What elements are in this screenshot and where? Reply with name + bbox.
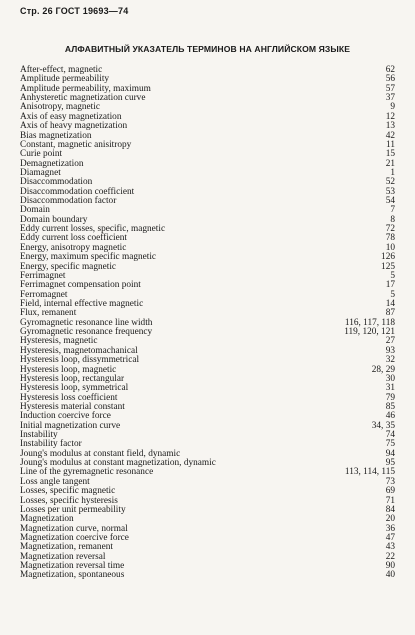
term-name: Energy, maximum specific magnetic [20,252,157,263]
term-number: 71 [385,495,395,506]
term-number: 28, 29 [371,364,395,375]
term-name: Amplitude permeability [20,74,110,85]
term-name: Field, internal effective magnetic [20,298,144,309]
term-name: Losses, specific magnetic [20,486,116,497]
term-name: Bias magnetization [20,130,92,141]
term-number: 11 [386,139,395,150]
term-name: Line of the gyremagnetic resonance [20,467,154,478]
term-name: Disaccommodation coefficient [20,186,135,197]
term-number: 21 [385,158,395,169]
term-number: 13 [385,121,395,132]
term-name: Joung's modulus at constant magnetization, dynamic [20,458,216,469]
term-number: 126 [381,252,395,263]
term-number: 32 [385,355,395,366]
term-number: 8 [390,214,395,225]
term-number: 47 [385,532,395,543]
term-name: Disaccommodation [20,177,93,188]
term-name: Energy, anisotropy magnetic [20,242,127,253]
term-number: 34, 35 [371,420,395,431]
term-number: 30 [385,373,395,384]
term-name: Anisotropy, magnetic [20,102,100,113]
term-name: Magnetization, remanent [20,542,113,553]
term-name: Hysteresis loss coefficient [20,392,118,403]
term-number: 7 [390,205,395,216]
term-index-list [20,66,395,581]
term-number: 119, 120, 121 [344,327,395,338]
term-name: Gyromagnetic resonance frequency [20,327,153,338]
term-number: 52 [385,177,395,188]
term-name: Losses per unit permeability [20,504,126,515]
term-name: Instability factor [20,439,82,450]
term-number: 116, 117, 118 [344,317,395,328]
term-name: Ferromagnet [20,289,68,300]
term-name: Magnetization, spontaneous [20,570,125,581]
term-name: Eddy current loss coefficient [20,233,127,244]
term-name: Initial magnetization curve [20,420,121,431]
term-name: Magnetization [20,514,74,525]
term-number: 93 [385,345,395,356]
term-entry [20,281,395,290]
term-number: 37 [385,93,395,104]
term-number: 22 [385,551,395,562]
term-name: Domain [20,205,50,216]
term-name: Curie point [20,149,63,160]
page-header: Стр. 26 ГОСТ 19693—74 [20,6,129,16]
term-entry [20,571,395,580]
term-name: Hysteresis loop, magnetic [20,364,117,375]
term-name: Axis of easy magnetization [20,111,122,122]
term-number: 5 [390,289,395,300]
term-name: Domain boundary [20,214,88,225]
term-number: 79 [385,392,395,403]
term-number: 74 [385,430,395,441]
term-name: Instability [20,430,58,441]
term-name: Magnetization reversal [20,551,106,562]
term-number: 5 [390,270,395,281]
term-number: 54 [385,196,395,207]
term-number: 56 [385,74,395,85]
term-name: Eddy current losses, specific, magnetic [20,224,166,235]
term-name: Hysteresis, magnetic [20,336,98,347]
term-name: Axis of heavy magnetization [20,121,128,132]
term-name: Hysteresis material constant [20,401,125,412]
term-entry [20,422,395,431]
term-number: 78 [385,233,395,244]
term-number: 31 [385,383,395,394]
term-number: 72 [385,224,395,235]
term-name: Ferrimagnet [20,270,66,281]
term-number: 20 [385,514,395,525]
term-name: Constant, magnetic anisitropy [20,139,132,150]
term-name: Joung's modulus at constant field, dynamic [20,448,181,459]
term-name: Hysteresis loop, rectangular [20,373,125,384]
term-number: 94 [385,448,395,459]
term-number: 85 [385,401,395,412]
term-number: 14 [385,298,395,309]
term-number: 90 [385,561,395,572]
term-number: 73 [385,476,395,487]
term-name: Loss angle tangent [20,476,90,487]
term-number: 84 [385,504,395,515]
term-number: 125 [381,261,395,272]
term-number: 43 [385,542,395,553]
term-number: 95 [385,458,395,469]
term-entry [20,141,395,150]
term-number: 57 [385,83,395,94]
term-name: Energy, specific magnetic [20,261,117,272]
term-name: Amplitude permeability, maximum [20,83,151,94]
term-name: Ferrimagnet compensation point [20,280,141,291]
term-name: Gyromagnetic resonance line width [20,317,153,328]
term-number: 62 [385,65,395,75]
term-number: 87 [385,308,395,319]
term-name: Hysteresis, magnetomachanical [20,345,138,356]
term-name: Magnetization reversal time [20,561,125,572]
term-number: 9 [390,102,395,113]
term-name: After-effect, magnetic [20,65,103,75]
term-name: Anhysteretic magnetization curve [20,93,146,104]
term-name: Diamagnet [20,167,61,178]
term-number: 40 [385,570,395,581]
term-number: 46 [385,411,395,422]
term-entry [20,197,395,206]
term-name: Magnetization curve, normal [20,523,128,534]
term-entry [20,506,395,515]
term-number: 17 [385,280,395,291]
term-name: Demagnetization [20,158,84,169]
term-name: Disaccommodation factor [20,196,117,207]
term-entry [20,263,395,272]
term-name: Losses, specific hysteresis [20,495,118,506]
term-number: 1 [390,167,395,178]
term-number: 36 [385,523,395,534]
term-entry [20,160,395,169]
term-number: 27 [385,336,395,347]
term-number: 15 [385,149,395,160]
index-title: АЛФАВИТНЫЙ УКАЗАТЕЛЬ ТЕРМИНОВ НА АНГЛИЙСКОМ ЯЗЫКЕ [64,44,351,54]
term-number: 75 [385,439,395,450]
term-number: 42 [385,130,395,141]
term-number: 10 [385,242,395,253]
term-name: Flux, remanent [20,308,77,319]
term-name: Induction coercive force [20,411,111,422]
term-number: 69 [385,486,395,497]
term-number: 53 [385,186,395,197]
term-entry [20,300,395,309]
term-number: 12 [385,111,395,122]
term-number: 113, 114, 115 [344,467,395,478]
term-name: Hysteresis loop, symmetrical [20,383,129,394]
term-name: Hysteresis loop, dissymmetrical [20,355,140,366]
term-name: Magnetization coercive force [20,532,129,543]
